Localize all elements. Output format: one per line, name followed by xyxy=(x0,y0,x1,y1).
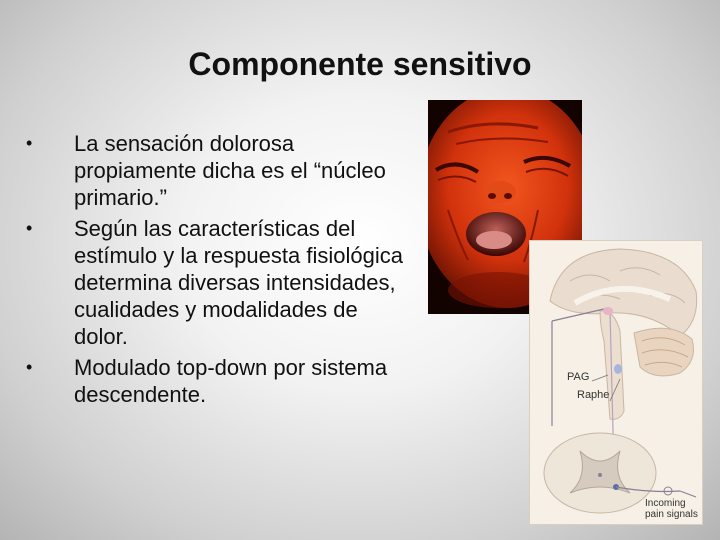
slide-title: Componente sensitivo xyxy=(188,46,532,82)
bullet-list xyxy=(26,130,406,408)
bullet-text: La sensación dolorosa propiamente dicha es el “núcleo primario.” xyxy=(74,131,386,210)
pain-pathway-diagram xyxy=(529,240,703,525)
incoming-pain-label xyxy=(645,498,698,520)
bullet-item xyxy=(26,354,406,408)
brain-spinal-illustration xyxy=(530,241,702,524)
bullet-item xyxy=(26,215,406,350)
bullet-text: Según las características del estímulo y la respuesta fisiológica determina diversas intensidades, cualidades y modalidades de dolor. xyxy=(74,216,403,349)
bullet-icon: • xyxy=(26,133,33,153)
pag-label: PAG xyxy=(567,371,590,383)
raphe-label: Raphe xyxy=(577,389,610,401)
bullet-icon: • xyxy=(26,218,33,238)
incoming-label-line1: Incoming xyxy=(645,498,686,509)
bullet-icon: • xyxy=(26,357,33,377)
bullet-text: Modulado top-down por sistema descendente. xyxy=(74,355,388,407)
incoming-label-line2: pain signals xyxy=(645,509,698,520)
bullet-item xyxy=(26,130,406,211)
